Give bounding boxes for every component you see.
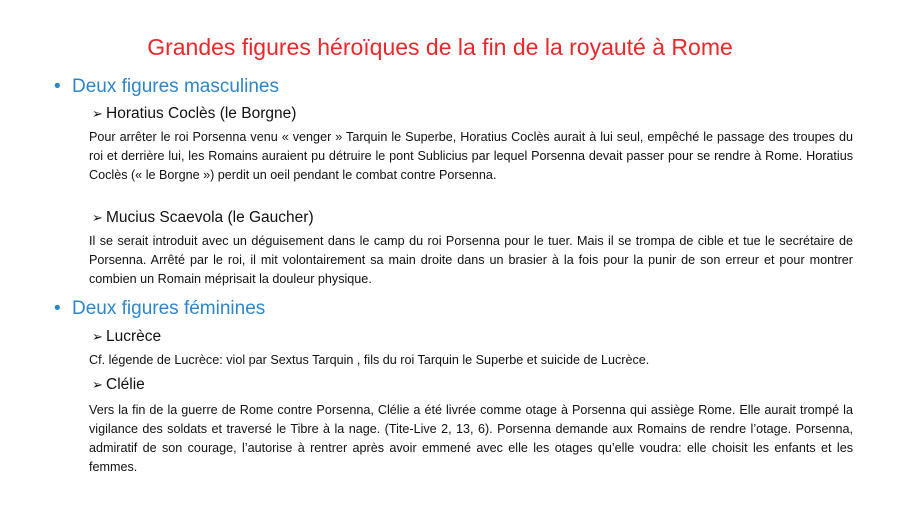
- bullet-icon: •: [54, 298, 61, 319]
- item-heading-clelie: [92, 375, 145, 395]
- section-heading-feminine: [54, 297, 265, 321]
- item-heading-label: Mucius Scaevola (le Gaucher): [106, 209, 314, 226]
- item-heading-horatius: [92, 104, 296, 124]
- slide-title: Grandes figures héroïques de la fin de la royauté à Rome: [147, 34, 733, 60]
- arrow-bullet-icon: ➢: [92, 210, 103, 225]
- item-heading-mucius: [92, 208, 314, 228]
- item-heading-lucrece: [92, 327, 161, 347]
- section-heading-label: Deux figures masculines: [72, 76, 279, 97]
- section-heading-label: Deux figures féminines: [72, 298, 266, 319]
- item-text-lucrece: Cf. légende de Lucrèce: viol par Sextus Tarquin , fils du roi Tarquin le Superbe et suicide de Lucrèce.: [89, 353, 650, 367]
- section-heading-masculine: [54, 75, 279, 99]
- item-text-clelie: Vers la fin de la guerre de Rome contre Porsenna, Clélie a été livrée comme otage à Porsenna qui assiège Rome. Elle aurait trompé la vigilance des soldats et traversé le Tibre à la nage. (Tite-Live 2, 13, 6). Porsenna demande aux Romains de rendre l’otage. Porsenna, admiratif de son courage, l’autorise à rentrer après avoir emmené avec elle les otages qu’elle voudra: elle choisit les enfants et les femmes.: [89, 403, 853, 474]
- bullet-icon: •: [54, 76, 61, 97]
- item-text-horatius: Pour arrêter le roi Porsenna venu « venger » Tarquin le Superbe, Horatius Coclès aurait à lui seul, empêché le passage des troupes du roi et derrière lui, les Romains auraient pu détruire le pont Sublicius par lequel Porsenna devait passer pour se rendre à Rome. Horatius Coclès (« le Borgne ») perdit un oeil pendant le combat contre Porsenna.: [89, 130, 853, 182]
- arrow-bullet-icon: ➢: [92, 377, 103, 392]
- arrow-bullet-icon: ➢: [92, 106, 103, 121]
- item-heading-label: Horatius Coclès (le Borgne): [106, 105, 297, 122]
- arrow-bullet-icon: ➢: [92, 329, 103, 344]
- item-heading-label: Lucrèce: [106, 328, 162, 345]
- item-heading-label: Clélie: [106, 376, 145, 393]
- item-text-mucius: Il se serait introduit avec un déguisement dans le camp du roi Porsenna pour le tuer. Mais il se trompa de cible et tue le secrétaire de Porsenna. Arrêté par le roi, il mit volontairement sa main droite dans un brasier à la fois pour la punir de son erreur et pour montrer combien un Romain méprisait la douleur physique.: [89, 234, 853, 286]
